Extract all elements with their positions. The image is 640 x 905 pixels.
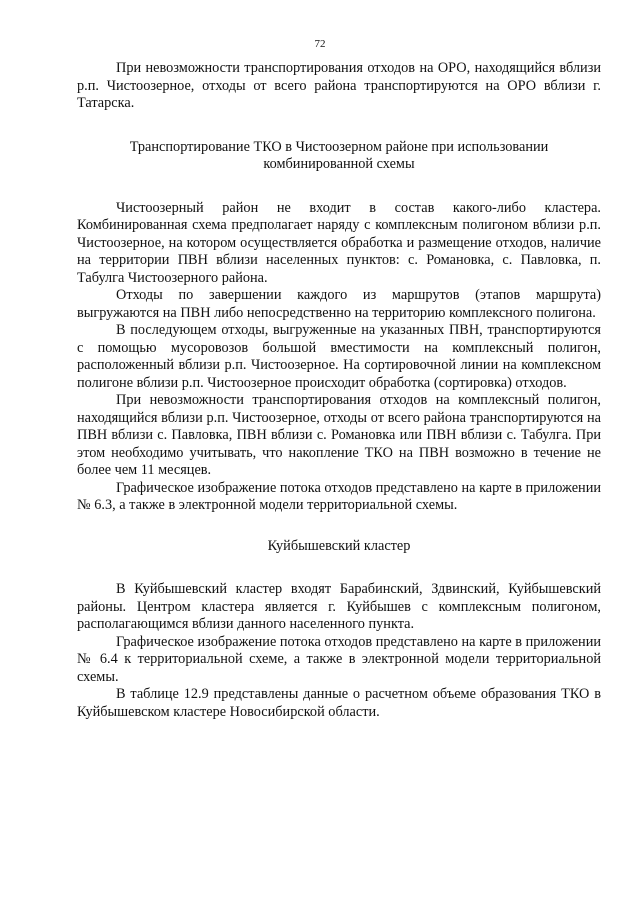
chistoozernoe-paragraph-1: Чистоозерный район не входит в состав какого-либо кластера. Комбинированная схема предполагает наряду с комплексным полигоном вблизи р.п. Чистоозерное, на котором осуществляется обработка и размещение отходов, наличие на территории ПВН вблизи населенных пунктов: с. Романовка, с. Павловка, п. Табулга Чистоозерного района.: [77, 199, 601, 286]
chistoozernoe-paragraph-3: В последующем отходы, выгруженные на указанных ПВН, транспортируются с помощью мусоровозов большой вместимости на комплексный полигон, расположенный вблизи р.п. Чистоозерное. На сортировочной линии на комплексном полигоне вблизи р.п. Чистоозерное происходит обработка (сортировка) отходов.: [77, 322, 601, 391]
chistoozernoe-paragraph-5: Графическое изображение потока отходов представлено на карте в приложении № 6.3, а также в электронной модели территориальной схемы.: [77, 479, 601, 513]
kuibyshev-paragraph-1: В Куйбышевский кластер входят Барабинский, Здвинский, Куйбышевский районы. Центром кластера является г. Куйбышев с комплексным полигоном, располагающимся вблизи данного населенного пункта.: [77, 581, 601, 632]
intro-paragraph: При невозможности транспортирования отходов на ОРО, находящийся вблизи р.п. Чистоозерное, отходы от всего района транспортируются на ОРО вблизи г. Татарска.: [77, 60, 601, 111]
kuibyshev-paragraph-3: В таблице 12.9 представлены данные о расчетном объеме образования ТКО в Куйбышевском кластере Новосибирской области.: [77, 686, 601, 720]
page-number: 72: [314, 38, 326, 50]
section-heading-kuibyshev-cluster: Куйбышевский кластер: [267, 537, 411, 554]
section-heading-chistoozernoe-line2: комбинированной схемы: [263, 156, 415, 172]
kuibyshev-paragraph-2: Графическое изображение потока отходов представлено на карте в приложении № 6.4 к территориальной схеме, а также в электронной модели территориальной схемы.: [77, 633, 601, 685]
chistoozernoe-paragraph-4: При невозможности транспортирования отходов на комплексный полигон, находящийся вблизи р.п. Чистоозерное, отходы от всего района транспортируются на ПВН вблизи с. Павловка, ПВН вблизи с. Романовка или ПВН вблизи с. Табулга. При этом необходимо учитывать, что накопление ТКО на ПВН возможно в течение не более чем 11 месяцев.: [77, 392, 601, 478]
document-body: [77, 60, 601, 721]
section-heading-chistoozernoe-line1: Транспортирование ТКО в Чистоозерном районе при использовании: [129, 138, 549, 155]
chistoozernoe-paragraph-2: Отходы по завершении каждого из маршрутов (этапов маршрута) выгружаются на ПВН либо непосредственно на территорию комплексного полигона.: [77, 287, 601, 321]
